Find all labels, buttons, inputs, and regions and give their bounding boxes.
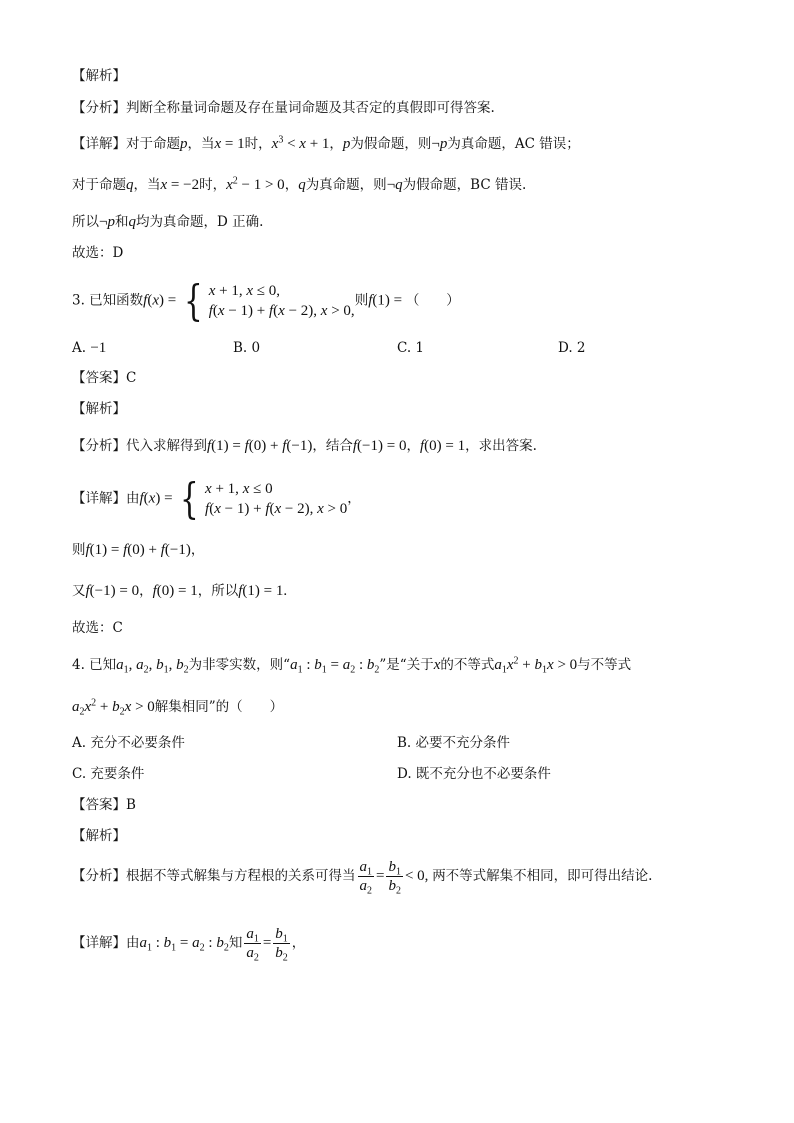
q4-detail: 【详解】由$a_1$ : $b_1 = a_2$ : $b_2$知 $\frac{a_1}{a_2}$ = $\frac{b_1}{b_2}$ ， <box>72 926 306 964</box>
q4-option-c: C. 充要条件 <box>72 766 145 782</box>
analysis-heading-q3: 【解析】 <box>72 401 126 417</box>
q4-option-a: A. 充分不必要条件 <box>72 735 185 751</box>
q3-detail: 【详解】由f(x) = { x + 1, x ≤ 0 f(x − 1) + f(x − 2), x > 0 ， <box>72 474 361 523</box>
q2-detail-line2: 对于命题q，当x = −2时，$x^2 - 1 > 0$，q为真命题，则¬q为假命题，BC 错误. <box>72 175 527 193</box>
q4-fenxi: 【分析】根据不等式解集与方程根的关系可得当 $\frac{a_1}{a_2}$ = $\frac{b_1}{b_2}$ < 0, 两不等式解集不相同，即可得出结论. <box>72 859 653 897</box>
analysis-heading-q4: 【解析】 <box>72 828 126 844</box>
q4-option-d: D. 既不充分也不必要条件 <box>397 766 551 782</box>
q3-option-d: D. 2 <box>558 340 586 356</box>
q4-stem-line2: $a_2x^2 + b_2x > 0$解集相同”的（ ） <box>72 697 284 718</box>
q3-option-c: C. 1 <box>397 340 425 356</box>
q2-detail-line1: 【详解】对于命题p，当x = 1时，$x^3 < x + 1$，p为假命题，则¬p为真命题，AC 错误； <box>72 134 580 152</box>
q3-option-b: B. 0 <box>233 340 261 356</box>
q4-stem-line1: 4. 已知$a_1$, $a_2$, $b_1$, $b_2$为非零实数，则“$a_1$ : $b_1 = a_2$ : $b_2$”是“关于x的不等式$a_1x^2 + b_1x > 0$与不等式 <box>72 655 632 676</box>
q3-choose: 故选：C <box>72 620 123 636</box>
q3-stem: 3. 已知函数f(x) = { x + 1, x ≤ 0, f(x − 1) + f(x − 2), x > 0, 则f(1) = （ ） <box>72 276 460 325</box>
q3-answer: 【答案】C <box>72 370 137 386</box>
q2-choose: 故选：D <box>72 245 124 261</box>
q4-option-b: B. 必要不充分条件 <box>397 735 511 751</box>
q4-answer: 【答案】B <box>72 797 136 813</box>
q3-step1: 则f(1) = f(0) + f(−1)， <box>72 542 205 558</box>
q3-fenxi: 【分析】代入求解得到f(1) = f(0) + f(−1)，结合f(−1) = 0，f(0) = 1，求出答案. <box>72 438 537 454</box>
q3-step2: 又f(−1) = 0，f(0) = 1，所以f(1) = 1. <box>72 583 288 599</box>
q2-fenxi: 【分析】判断全称量词命题及存在量词命题及其否定的真假即可得答案. <box>72 100 495 116</box>
analysis-heading-q2: 【解析】 <box>72 68 126 84</box>
q2-detail-line3: 所以¬p和q均为真命题，D 正确. <box>72 214 264 230</box>
q3-option-a: A. −1 <box>72 340 107 356</box>
